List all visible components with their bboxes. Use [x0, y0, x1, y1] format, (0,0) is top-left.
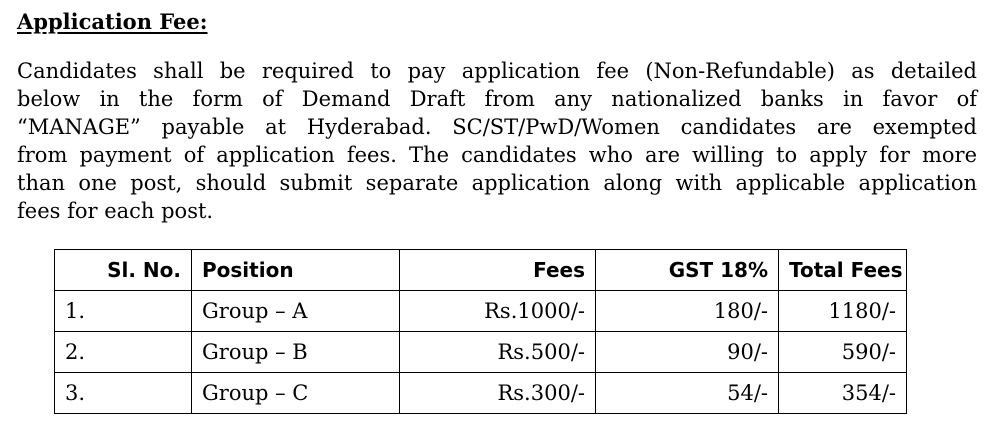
- cell-sl-no: 1.: [55, 291, 192, 332]
- cell-total-fees: 590/-: [779, 332, 907, 373]
- cell-sl-no: 2.: [55, 332, 192, 373]
- cell-fees: Rs.500/-: [400, 332, 596, 373]
- cell-position: Group – C: [192, 373, 400, 414]
- paragraph-line: fees for each post.: [17, 199, 214, 223]
- paragraph-line: below in the form of Demand Draft from any nationalized banks in favor of: [17, 87, 977, 111]
- paragraph-line: than one post, should submit separate application along with applicable application: [17, 171, 977, 195]
- section-heading: Application Fee:: [17, 9, 208, 34]
- cell-gst: 90/-: [596, 332, 779, 373]
- fee-description-paragraph: [17, 57, 977, 225]
- cell-sl-no: 3.: [55, 373, 192, 414]
- cell-position: Group – B: [192, 332, 400, 373]
- header-fees: Fees: [400, 250, 596, 291]
- header-total-fees: Total Fees: [779, 250, 907, 291]
- cell-fees: Rs.1000/-: [400, 291, 596, 332]
- paragraph-line: Candidates shall be required to pay application fee (Non-Refundable) as detailed: [17, 59, 977, 83]
- table-row: [55, 373, 907, 414]
- table-header-row: [55, 250, 907, 291]
- cell-fees: Rs.300/-: [400, 373, 596, 414]
- cell-total-fees: 354/-: [779, 373, 907, 414]
- cell-total-fees: 1180/-: [779, 291, 907, 332]
- cell-gst: 54/-: [596, 373, 779, 414]
- cell-position: Group – A: [192, 291, 400, 332]
- header-position: Position: [192, 250, 400, 291]
- header-sl-no: Sl. No.: [55, 250, 192, 291]
- paragraph-line: “MANAGE” payable at Hyderabad. SC/ST/PwD/Women candidates are exempted: [17, 115, 977, 139]
- table-row: [55, 332, 907, 373]
- paragraph-line: from payment of application fees. The candidates who are willing to apply for more: [17, 143, 977, 167]
- table-row: [55, 291, 907, 332]
- cell-gst: 180/-: [596, 291, 779, 332]
- header-gst: GST 18%: [596, 250, 779, 291]
- fee-table: [54, 249, 907, 414]
